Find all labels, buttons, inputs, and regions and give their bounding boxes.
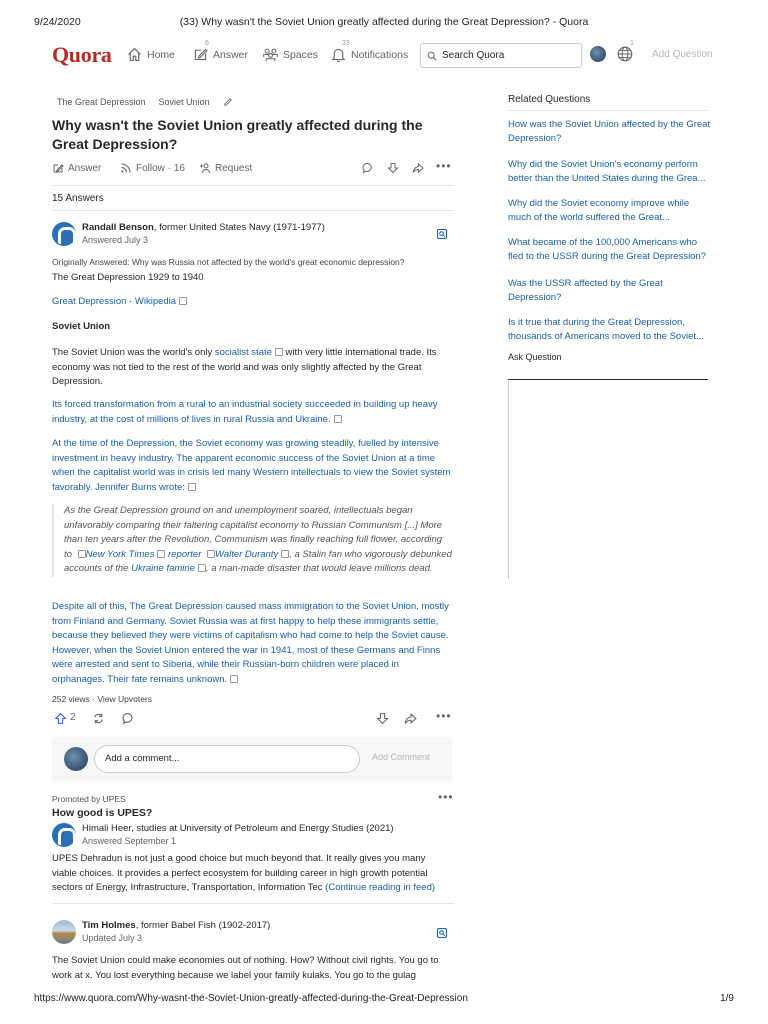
pencil-square-icon bbox=[52, 162, 64, 174]
promo-title[interactable]: How good is UPES? bbox=[52, 807, 153, 819]
topic-tag[interactable]: The Great Depression bbox=[57, 97, 146, 107]
wiki-link-line bbox=[52, 295, 452, 310]
external-link-icon bbox=[179, 297, 187, 305]
related-question-link[interactable]: Why did the Soviet Union's economy perform better than the United States during the Grea... bbox=[508, 159, 706, 184]
answer-heading: Soviet Union bbox=[52, 321, 111, 332]
answer-badge: 6 bbox=[205, 40, 209, 47]
upvote-count: 2 bbox=[70, 712, 76, 723]
related-question-link[interactable]: Why did the Soviet economy improve while much of the world suffered the Great... bbox=[508, 198, 690, 223]
globe-badge: 1 bbox=[630, 40, 634, 47]
author-credential: , former United States Navy (1971-1977) bbox=[153, 222, 325, 233]
external-link-icon bbox=[198, 564, 206, 572]
related-question-link[interactable]: How was the Soviet Union affected by the Great Depression? bbox=[508, 119, 711, 144]
answer-author bbox=[52, 222, 325, 246]
home-icon bbox=[126, 46, 143, 63]
nav-spaces-label: Spaces bbox=[283, 48, 319, 61]
text-run: As the Great Depression ground on and unemployment soared, intellectuals began unfavorably comparing their faltering capitalist economy to Russian Communism [...] More than ten years after the Revolution, Communism was finally reaching full flower, according to bbox=[64, 505, 443, 560]
downvote-icon[interactable] bbox=[387, 162, 399, 174]
notifications-badge: 33 bbox=[342, 40, 350, 47]
bell-icon bbox=[330, 46, 347, 63]
promo-author bbox=[52, 823, 394, 847]
person-add-icon bbox=[199, 162, 211, 174]
request-button[interactable] bbox=[199, 162, 252, 174]
blockquote bbox=[52, 504, 452, 577]
pencil-square-icon bbox=[192, 46, 209, 63]
print-page-number: 1/9 bbox=[720, 993, 734, 1004]
answers-count: 15 Answers bbox=[52, 193, 104, 204]
author-name[interactable]: Randall Benson bbox=[82, 222, 154, 233]
socialist-state-link[interactable]: socialist state bbox=[214, 347, 272, 358]
answer-button[interactable] bbox=[52, 162, 101, 174]
search-input[interactable] bbox=[420, 43, 582, 68]
promo-body bbox=[52, 852, 452, 896]
rss-icon bbox=[120, 162, 132, 174]
text-run: The Soviet Union was the world's only bbox=[52, 347, 215, 358]
print-title: (33) Why wasn't the Soviet Union greatly affected during the Great Depression? - Quora bbox=[179, 16, 589, 28]
nav-answer-label: Answer bbox=[213, 48, 249, 61]
spaces-icon[interactable] bbox=[436, 228, 448, 240]
divider bbox=[52, 210, 454, 211]
author-avatar[interactable] bbox=[52, 920, 76, 944]
share-icon[interactable] bbox=[404, 712, 417, 725]
author-avatar[interactable] bbox=[52, 823, 76, 847]
answer-label: Answer bbox=[68, 162, 102, 174]
question-title[interactable]: Why wasn't the Soviet Union greatly affected during the Great Depression? bbox=[52, 117, 423, 152]
pencil-icon[interactable] bbox=[223, 97, 233, 107]
related-question-link[interactable]: Was the USSR affected by the Great Depression? bbox=[508, 278, 663, 303]
answer-date[interactable]: Answered July 3 bbox=[82, 235, 149, 245]
comment-icon[interactable] bbox=[362, 162, 374, 174]
author-line bbox=[82, 222, 325, 234]
external-link-icon bbox=[275, 348, 283, 356]
answer-paragraph: The Great Depression 1929 to 1940 bbox=[52, 272, 204, 283]
promoted-label: Promoted by UPES bbox=[52, 794, 126, 804]
text-run: At the time of the Depression, the Soviet economy was growing steadily, fuelled by intensive investment in heavy industry. The apparent economic success of the Soviet Union at a time when the capitalist world was in crisis led many Western intellectuals to view the Soviet system favorably. Jennifer Burns wrote: bbox=[52, 438, 451, 493]
text-run: with very little international trade. Its economy was not tied to the rest of the world and was only slightly affected by the Great Depression. bbox=[52, 347, 437, 387]
answer-paragraph-link[interactable] bbox=[52, 398, 452, 427]
nav-home-label: Home bbox=[147, 48, 176, 61]
globe-icon[interactable] bbox=[616, 45, 634, 63]
author-avatar[interactable] bbox=[52, 222, 76, 246]
comment-box bbox=[52, 737, 452, 781]
external-link-icon bbox=[334, 415, 342, 423]
request-label: Request bbox=[215, 162, 253, 174]
duranty-link[interactable]: Walter Duranty bbox=[215, 548, 279, 560]
originally-answered: Originally Answered: Why was Russia not affected by the world's great economic depression? bbox=[52, 257, 405, 267]
answer-stats[interactable]: 252 views · View Upvoters bbox=[52, 694, 152, 704]
author-name[interactable]: Tim Holmes bbox=[82, 920, 136, 931]
follow-button[interactable] bbox=[120, 162, 185, 174]
print-url: https://www.quora.com/Why-wasnt-the-Soviet-Union-greatly-affected-during-the-Great-Depression bbox=[34, 993, 468, 1004]
answer-paragraph: The Soviet Union could make economies out of nothing. How? Without civil rights. You go to work at x. You lost everything because we label your family kulaks. You go to the gulag bbox=[52, 955, 439, 981]
nav-notifications-label: Notifications bbox=[351, 48, 409, 61]
comment-input[interactable]: Add a comment... bbox=[94, 745, 360, 773]
external-link-icon bbox=[230, 675, 238, 683]
nav-answer[interactable] bbox=[192, 40, 249, 63]
more-options-icon[interactable]: ••• bbox=[436, 709, 452, 723]
profile-avatar[interactable] bbox=[590, 46, 606, 62]
answer-paragraph bbox=[52, 346, 452, 390]
add-comment-button[interactable]: Add Comment bbox=[372, 752, 430, 762]
related-question-link[interactable]: Is it true that during the Great Depression, thousands of Americans moved to the Soviet... bbox=[508, 317, 704, 342]
divider bbox=[508, 110, 708, 111]
share-icon[interactable] bbox=[412, 162, 424, 174]
external-link-icon bbox=[188, 483, 196, 491]
ask-question-link[interactable]: Ask Question bbox=[508, 352, 562, 362]
vote-row bbox=[52, 709, 452, 728]
reshare-icon[interactable] bbox=[92, 712, 105, 725]
external-link-icon bbox=[78, 550, 86, 558]
external-link-icon bbox=[281, 550, 289, 558]
nav-notifications[interactable] bbox=[330, 40, 409, 63]
people-icon bbox=[262, 46, 279, 63]
reporter-link[interactable]: reporter bbox=[165, 548, 202, 560]
divider bbox=[52, 903, 454, 904]
spaces-icon[interactable] bbox=[436, 927, 448, 939]
print-footer bbox=[34, 993, 734, 1007]
text-run: , a Stalin fan who vigorously debunked accounts of the bbox=[64, 548, 452, 574]
nav-spaces[interactable] bbox=[262, 46, 318, 63]
search-placeholder: Search Quora bbox=[442, 50, 505, 61]
follow-label: Follow · 16 bbox=[136, 162, 185, 174]
answer-author bbox=[52, 920, 270, 944]
answer-date[interactable]: Answered September 1 bbox=[82, 836, 177, 846]
quora-logo[interactable]: Quora bbox=[52, 42, 112, 67]
text-run: Despite all of this, The Great Depression caused mass immigration to the Soviet Union, mostly from Finland and Germany. Soviet Russia was at first happy to help these immigrants settle, because they believed they were victims of capitalism who had come to help the Soviet cause. However, when the Soviet Union entered the war in 1941, most of these Germans and Finns were arrested and sent to Siberia, while their Russian-born children were placed in orphanages. Their fate remains unknown. bbox=[52, 601, 449, 685]
add-question-button[interactable]: Add Question bbox=[652, 49, 713, 60]
famine-link[interactable]: Ukraine famine bbox=[131, 563, 195, 574]
author-line bbox=[82, 920, 270, 932]
continue-reading-link[interactable]: (Continue reading in feed) bbox=[325, 882, 436, 893]
divider bbox=[52, 185, 454, 186]
text-run: UPES Dehradun is not just a good choice but much beyond that. It really gives you many viable choices. It provides a perfect ecosystem for building career in high growth potential sectors of Energy, Infrastructure, Transportation, Information Tec bbox=[52, 853, 428, 893]
author-name[interactable]: Himali Heer bbox=[82, 823, 132, 834]
nav-home[interactable] bbox=[126, 46, 175, 63]
top-nav bbox=[50, 38, 720, 72]
wikipedia-link[interactable]: Great Depression - Wikipedia bbox=[52, 296, 177, 307]
author-credential: , former Babel Fish (1902-2017) bbox=[135, 920, 271, 931]
topic-list bbox=[57, 97, 233, 107]
text-run: , a man-made disaster that would leave millions dead. bbox=[205, 563, 433, 574]
topic-tag[interactable]: Soviet Union bbox=[158, 97, 210, 107]
more-options-icon[interactable]: ••• bbox=[438, 790, 454, 804]
text-run: Its forced transformation from a rural to an industrial society succeeded in building up heavy industry, at the cost of millions of lives in rural Russia and Ukraine. bbox=[52, 399, 438, 425]
comment-icon[interactable] bbox=[122, 712, 135, 725]
more-options-icon[interactable]: ••• bbox=[436, 159, 452, 173]
nyt-link[interactable]: New York Times bbox=[85, 548, 155, 560]
print-header bbox=[34, 16, 734, 30]
print-date: 9/24/2020 bbox=[34, 16, 81, 28]
related-question-link[interactable]: What became of the 100,000 Americans who fled to the USSR during the Great Depression? bbox=[508, 237, 707, 262]
author-line bbox=[82, 823, 394, 835]
upvote-icon[interactable] bbox=[54, 712, 67, 725]
sidebar-heading: Related Questions bbox=[508, 94, 591, 105]
external-link-icon bbox=[207, 550, 215, 558]
downvote-icon[interactable] bbox=[376, 712, 389, 725]
answer-paragraph-link[interactable] bbox=[52, 600, 452, 687]
search-icon bbox=[427, 51, 437, 61]
answer-date[interactable]: Updated July 3 bbox=[82, 933, 143, 943]
answer-paragraph-link[interactable] bbox=[52, 437, 452, 495]
user-avatar bbox=[64, 747, 88, 771]
author-credential: , studies at University of Petroleum and Energy Studies (2021) bbox=[131, 823, 394, 834]
question-actions bbox=[52, 159, 452, 178]
ad-placeholder bbox=[508, 379, 708, 579]
